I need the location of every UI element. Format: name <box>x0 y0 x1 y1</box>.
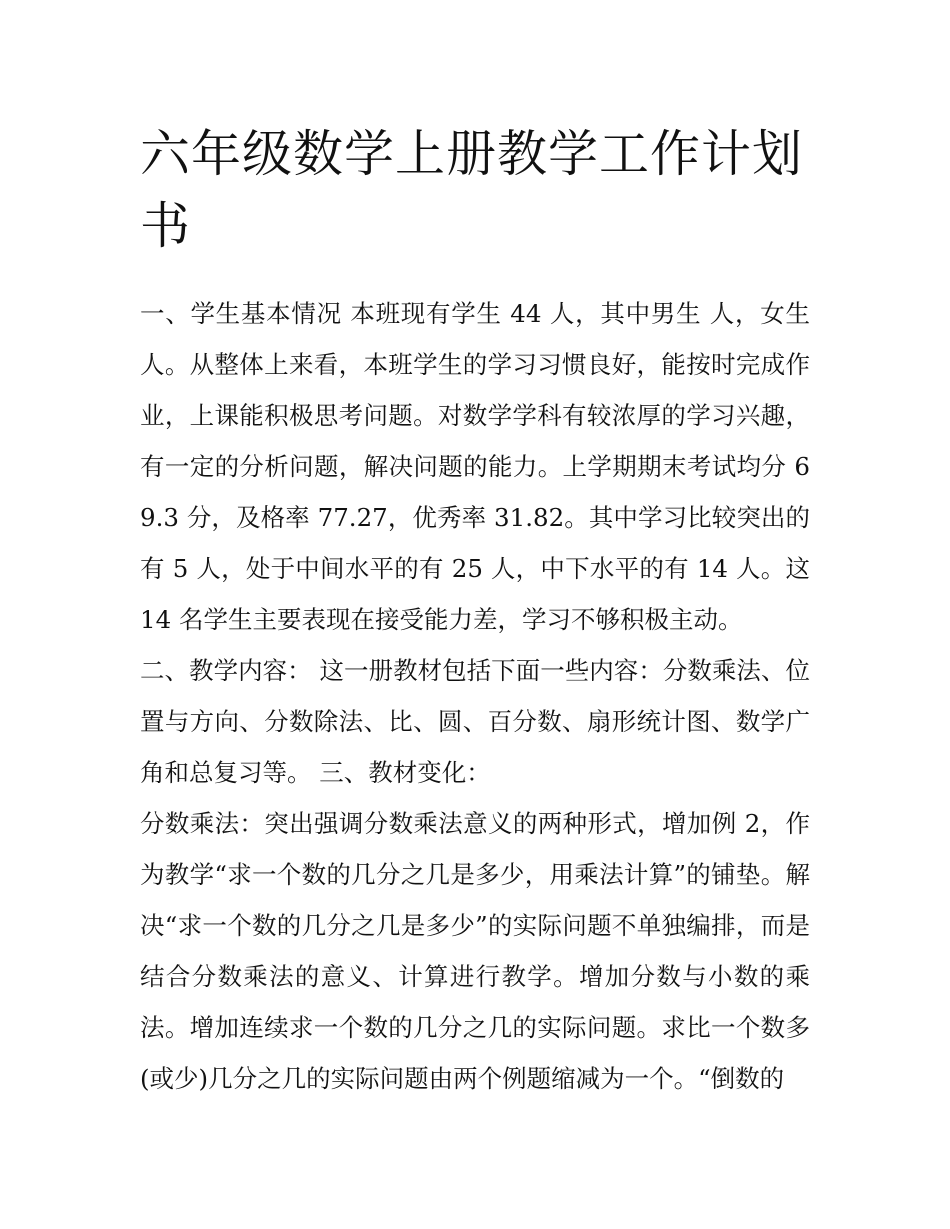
paragraph-fraction-multiplication: 分数乘法：突出强调分数乘法意义的两种形式，增加例 2，作为教学“求一个数的几分之几是多少，用乘法计算”的铺垫。解决“求一个数的几分之几是多少”的实际问题不单独编排，而是结合分数乘法的意义、计算进行教学。增加分数与小数的乘法。增加连续求一个数的几分之几的实际问题。求比一个数多(或少)几分之几的实际问题由两个例题缩减为一个。“倒数的 <box>140 809 810 1093</box>
document-title: 六年级数学上册教学工作计划书 <box>140 125 803 255</box>
document-body <box>140 288 810 1104</box>
paragraph-student-situation: 一、学生基本情况 本班现有学生 44 人，其中男生 人，女生 人。从整体上来看，本班学生的学习习惯良好，能按时完成作业，上课能积极思考问题。对数学学科有较浓厚的学习兴趣，有一定的分析问题，解决问题的能力。上学期期末考试均分 69.3 分，及格率 77.27，优秀率 31.82。其中学习比较突出的有 5 人，处于中间水平的有 25 人，中下水平的有 14 人。这 14 名学生主要表现在接受能力差，学习不够积极主动。 <box>140 299 810 634</box>
paragraph-teaching-content: 二、教学内容： 这一册教材包括下面一些内容：分数乘法、位置与方向、分数除法、比、圆、百分数、扇形统计图、数学广角和总复习等。 三、教材变化： <box>140 656 810 787</box>
